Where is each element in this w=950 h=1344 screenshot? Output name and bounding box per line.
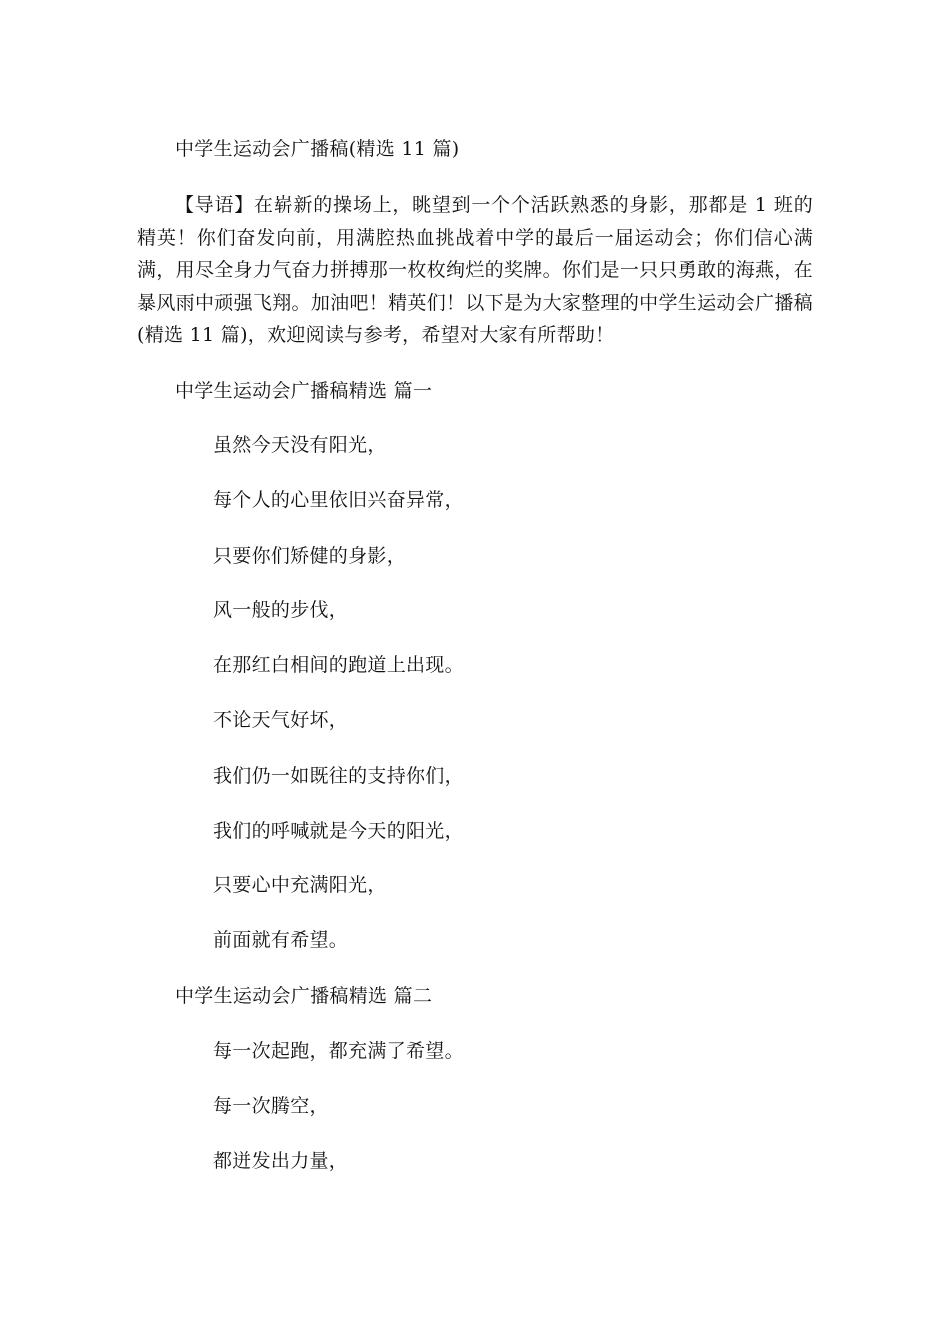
verse-line: 风一般的步伐， [213,599,349,621]
verse-line: 都迸发出力量， [213,1150,349,1172]
document-title: 中学生运动会广播稿(精选 11 篇) [175,138,460,160]
verse-line: 每一次起跑，都充满了希望。 [213,1040,464,1062]
verse-line: 只要心中充满阳光， [213,874,387,896]
section-heading-2: 中学生运动会广播稿精选 篇二 [175,985,433,1007]
verse-line: 不论天气好坏， [213,709,349,731]
verse-line: 每个人的心里依旧兴奋异常， [213,489,464,511]
verse-line: 每一次腾空， [213,1095,329,1117]
verse-line: 我们仍一如既往的支持你们， [213,765,464,787]
verse-line: 我们的呼喊就是今天的阳光， [213,820,464,842]
section-heading-1: 中学生运动会广播稿精选 篇一 [175,380,433,402]
verse-line: 虽然今天没有阳光， [213,434,387,456]
intro-paragraph: 【导语】在崭新的操场上，眺望到一个个活跃熟悉的身影，那都是 1 班的精英！你们奋发向前，用满腔热血挑战着中学的最后一届运动会；你们信心满满，用尽全身力气奋力拼搏那一枚枚绚烂的奖牌。你们是一只只勇敢的海燕，在暴风雨中顽强飞翔。加油吧！精英们！以下是为大家整理的中学生运动会广播稿(精选 11 篇)，欢迎阅读与参考，希望对大家有所帮助！ [137,194,813,346]
verse-line: 在那红白相间的跑道上出现。 [213,654,464,676]
verse-line: 前面就有希望。 [213,929,349,951]
verse-line: 只要你们矫健的身影， [213,545,407,567]
